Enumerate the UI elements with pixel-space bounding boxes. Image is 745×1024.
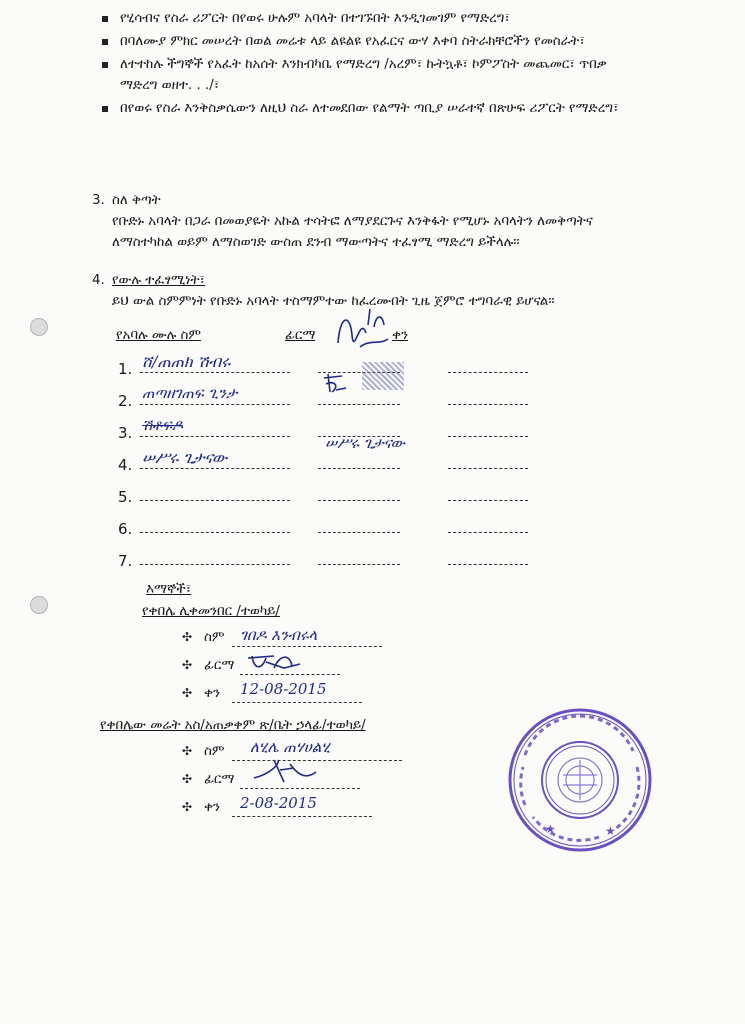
section-body: ይህ ውል ስምምነት የቡድኑ አባላት ተስማምተው ከፈረሙበት ጊዜ ጀምሮ ተግባራዊ ይሆናል፡፡: [112, 294, 555, 309]
table-row: [118, 488, 538, 512]
row-number: 6.: [118, 520, 133, 538]
signature-scribble: [250, 756, 320, 788]
handwritten-date: 2-08-2015: [240, 794, 317, 812]
punch-hole: [30, 318, 48, 336]
bullet-item: የሂሳብና የስራ ሪፖርት በየወሩ ሁሉም አባላት በተገኙበት እንዲገመገም የማድረግ፣: [98, 8, 638, 29]
row-number: 1.: [118, 360, 133, 378]
row-number: 4.: [118, 456, 133, 474]
handwritten-name: ሠሥሩ ጊታናው: [142, 448, 228, 467]
date-line: [448, 372, 528, 373]
table-row: [118, 520, 538, 544]
bullet-item: በየወሩ የስራ እንቅስቃሴውን ለዚህ ስራ ለተመደበው የልማት ጣቢያ ሠራተኛ በጽሁፍ ሪፖርት የማድረግ፣: [98, 98, 638, 119]
pointer-arrow-icon: ✣: [182, 744, 193, 758]
column-header-signature: ፊርማ: [285, 328, 316, 343]
witnesses-title: እማኞች፣: [146, 582, 192, 597]
witness-name-item: ✣ ስም: [182, 744, 225, 759]
column-header-name: የአባሉ ሙሉ ስም: [116, 328, 201, 343]
signature-line: [318, 468, 400, 469]
name-line: [140, 564, 290, 565]
signature-line: [318, 564, 400, 565]
signature-scribble: [320, 370, 350, 396]
section-penalty: [92, 190, 640, 253]
bullet-item: ለተተከሉ ችግኞች የአፈት ከአሰት እንክብካቤ የማድረግ /አረም፣ ኩትኳቶ፣ ኮምፖስት መጨመር፣ ጥበቃ ማድረግ ወዘተ. . ./፣: [98, 54, 638, 96]
date-line: [448, 436, 528, 437]
date-line: [448, 532, 528, 533]
signature-line: [318, 500, 400, 501]
land-office-title: የቀበሌው መሬት አስ/አጠቃቀም ጽ/ቤት ኃላፊ/ተወካይ/: [100, 718, 366, 733]
kebele-chair-title: የቀበሌ ሊቀመንበር /ተወካይ/: [142, 604, 280, 619]
smudged-signature: [362, 362, 404, 390]
handwritten-name: ጠጣዘገጠፍ ጊንታ: [142, 384, 238, 402]
name-line: [140, 500, 290, 501]
bullet-square-icon: [102, 16, 108, 22]
section-number: 4.: [92, 273, 105, 288]
date-line: [448, 500, 528, 501]
date-line: [232, 816, 372, 817]
svg-text:★: ★: [605, 824, 616, 838]
official-stamp: [505, 705, 655, 855]
name-line: [140, 404, 290, 405]
name-line: [140, 436, 290, 437]
row-number: 5.: [118, 488, 133, 506]
witness-date-item: ✣ ቀን: [182, 686, 221, 701]
name-line: [140, 468, 290, 469]
table-row: [118, 552, 538, 576]
section-number: 3.: [92, 193, 105, 208]
pointer-arrow-icon: ✣: [182, 630, 193, 644]
handwritten-name: ለሂሌ ጠሃሀልሂ: [250, 738, 330, 756]
bullet-square-icon: [102, 39, 108, 45]
bullet-square-icon: [102, 62, 108, 68]
signature-line: [240, 788, 360, 789]
row-number: 2.: [118, 392, 133, 410]
date-line: [448, 564, 528, 565]
name-line: [140, 372, 290, 373]
pointer-arrow-icon: ✣: [182, 686, 193, 700]
row-number: 7.: [118, 552, 133, 570]
bullet-square-icon: [102, 106, 108, 112]
handwritten-name: ሽቶፍዶ: [142, 416, 183, 434]
date-line: [232, 702, 362, 703]
signature-line: [318, 404, 400, 405]
witness-signature-item: ✣ ፊርማ: [182, 658, 235, 673]
witness-date-item: ✣ ቀን: [182, 800, 221, 815]
section-heading: ስለ ቅጣት: [112, 193, 161, 208]
bullet-item: በባለሙያ ምክር መሠረት በወል መሬቱ ላይ ልዩልዩ የአፈርና ውሃ እቀባ ስትራክቸሮችን የመስራት፣: [98, 31, 638, 52]
column-header-date: ቀን: [392, 328, 409, 343]
witness-signature-item: ✣ ፊርማ: [182, 772, 235, 787]
pointer-arrow-icon: ✣: [182, 800, 193, 814]
handwritten-name: ገበዶ እንብሩላ: [240, 626, 318, 644]
signature-scribble: [330, 305, 390, 355]
date-line: [448, 404, 528, 405]
witness-name-item: ✣ ስም: [182, 630, 225, 645]
row-number: 3.: [118, 424, 133, 442]
name-line: [232, 646, 382, 647]
signature-line: [318, 532, 400, 533]
section-body: የቡድኑ አባላት በጋራ በመወያዬት አኩል ተሳትፎ ለማያደርጉና እንቅፋት የሚሆኑ አባላትን ለመቅጣትና ለማስተካከል ወይም ለማስወገድ ውስጠ ደንብ ማውጣትና ተፈፃሚ ማድረግ ይችላሉ፡፡: [112, 214, 593, 250]
name-line: [140, 532, 290, 533]
signature-scribble: [244, 648, 304, 676]
handwritten-name: ሸ/ጠጠክ ሽብሩ: [142, 352, 231, 371]
section-heading: የውሉ ተፈፃሚነት፣: [112, 273, 206, 288]
pointer-arrow-icon: ✣: [182, 772, 193, 786]
handwritten-date: 12-08-2015: [240, 680, 327, 698]
bullet-list: [98, 8, 638, 121]
pointer-arrow-icon: ✣: [182, 658, 193, 672]
handwritten-date: ሠሥሩ ጊታናው: [325, 434, 405, 452]
punch-hole: [30, 596, 48, 614]
svg-text:★: ★: [545, 822, 556, 836]
date-line: [448, 468, 528, 469]
